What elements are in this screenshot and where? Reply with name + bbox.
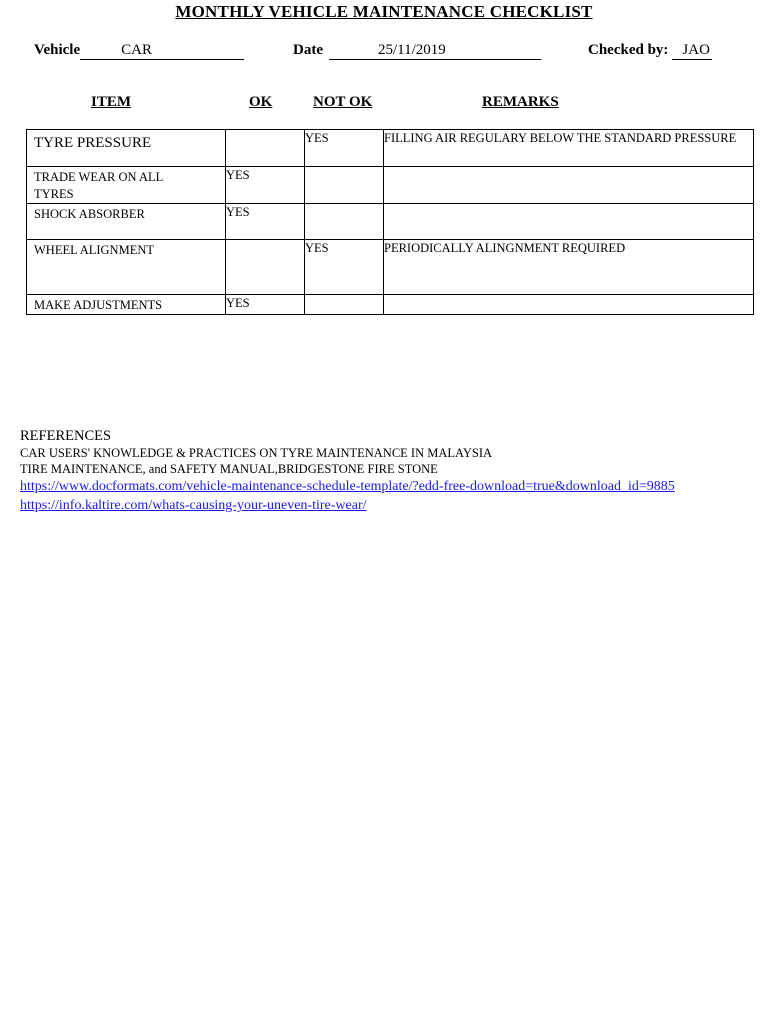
not-ok-cell (305, 204, 384, 240)
ok-cell: YES (226, 295, 305, 315)
item-cell (27, 167, 226, 204)
ok-cell: YES (226, 167, 305, 204)
remarks-cell (384, 167, 754, 204)
reference-link[interactable]: https://www.docformats.com/vehicle-maintenance-schedule-template/?edd-free-download=true&download_id=9885 (20, 479, 675, 494)
table-row (27, 295, 754, 315)
column-header-ok: OK (249, 94, 273, 110)
date-field (293, 42, 541, 60)
table-row (27, 240, 754, 295)
table-row (27, 204, 754, 240)
remarks-cell: PERIODICALLY ALINGNMENT REQUIRED (384, 240, 754, 295)
not-ok-cell: YES (305, 240, 384, 295)
item-cell: MAKE ADJUSTMENTS (27, 295, 226, 315)
column-header-not-ok: NOT OK (313, 94, 373, 110)
remarks-cell (384, 295, 754, 315)
item-cell: SHOCK ABSORBER (27, 204, 226, 240)
date-value: 25/11/2019 (329, 43, 541, 60)
ok-cell (226, 240, 305, 295)
checked-by-value: JAO (672, 43, 712, 60)
remarks-cell (384, 204, 754, 240)
document-title: MONTHLY VEHICLE MAINTENANCE CHECKLIST (175, 2, 593, 21)
ok-cell (226, 130, 305, 167)
checked-by-label: Checked by: (588, 42, 669, 58)
reference-text: CAR USERS' KNOWLEDGE & PRACTICES ON TYRE MAINTENANCE IN MALAYSIA (20, 446, 493, 460)
not-ok-cell: YES (305, 130, 384, 167)
ok-cell: YES (226, 204, 305, 240)
not-ok-cell (305, 295, 384, 315)
checklist-table (26, 129, 754, 315)
references-title: REFERENCES (20, 428, 112, 444)
item-text: TRADE WEAR ON ALL TYRES (34, 170, 163, 201)
table-row (27, 130, 754, 167)
checked-by-field (588, 42, 712, 60)
column-header-item: ITEM (91, 94, 132, 110)
reference-link[interactable]: https://info.kaltire.com/whats-causing-your-uneven-tire-wear/ (20, 498, 367, 513)
column-header-remarks: REMARKS (482, 94, 559, 110)
vehicle-label: Vehicle (34, 42, 81, 58)
date-label: Date (293, 42, 323, 58)
reference-text: TIRE MAINTENANCE, and SAFETY MANUAL,BRIDGESTONE FIRE STONE (20, 462, 438, 476)
references-section (20, 428, 760, 515)
vehicle-field (34, 42, 244, 60)
not-ok-cell (305, 167, 384, 204)
item-cell: WHEEL ALIGNMENT (27, 240, 226, 295)
vehicle-value: CAR (80, 43, 244, 60)
item-cell: TYRE PRESSURE (27, 130, 226, 167)
remarks-cell: FILLING AIR REGULARY BELOW THE STANDARD PRESSURE (384, 130, 754, 167)
table-row (27, 167, 754, 204)
